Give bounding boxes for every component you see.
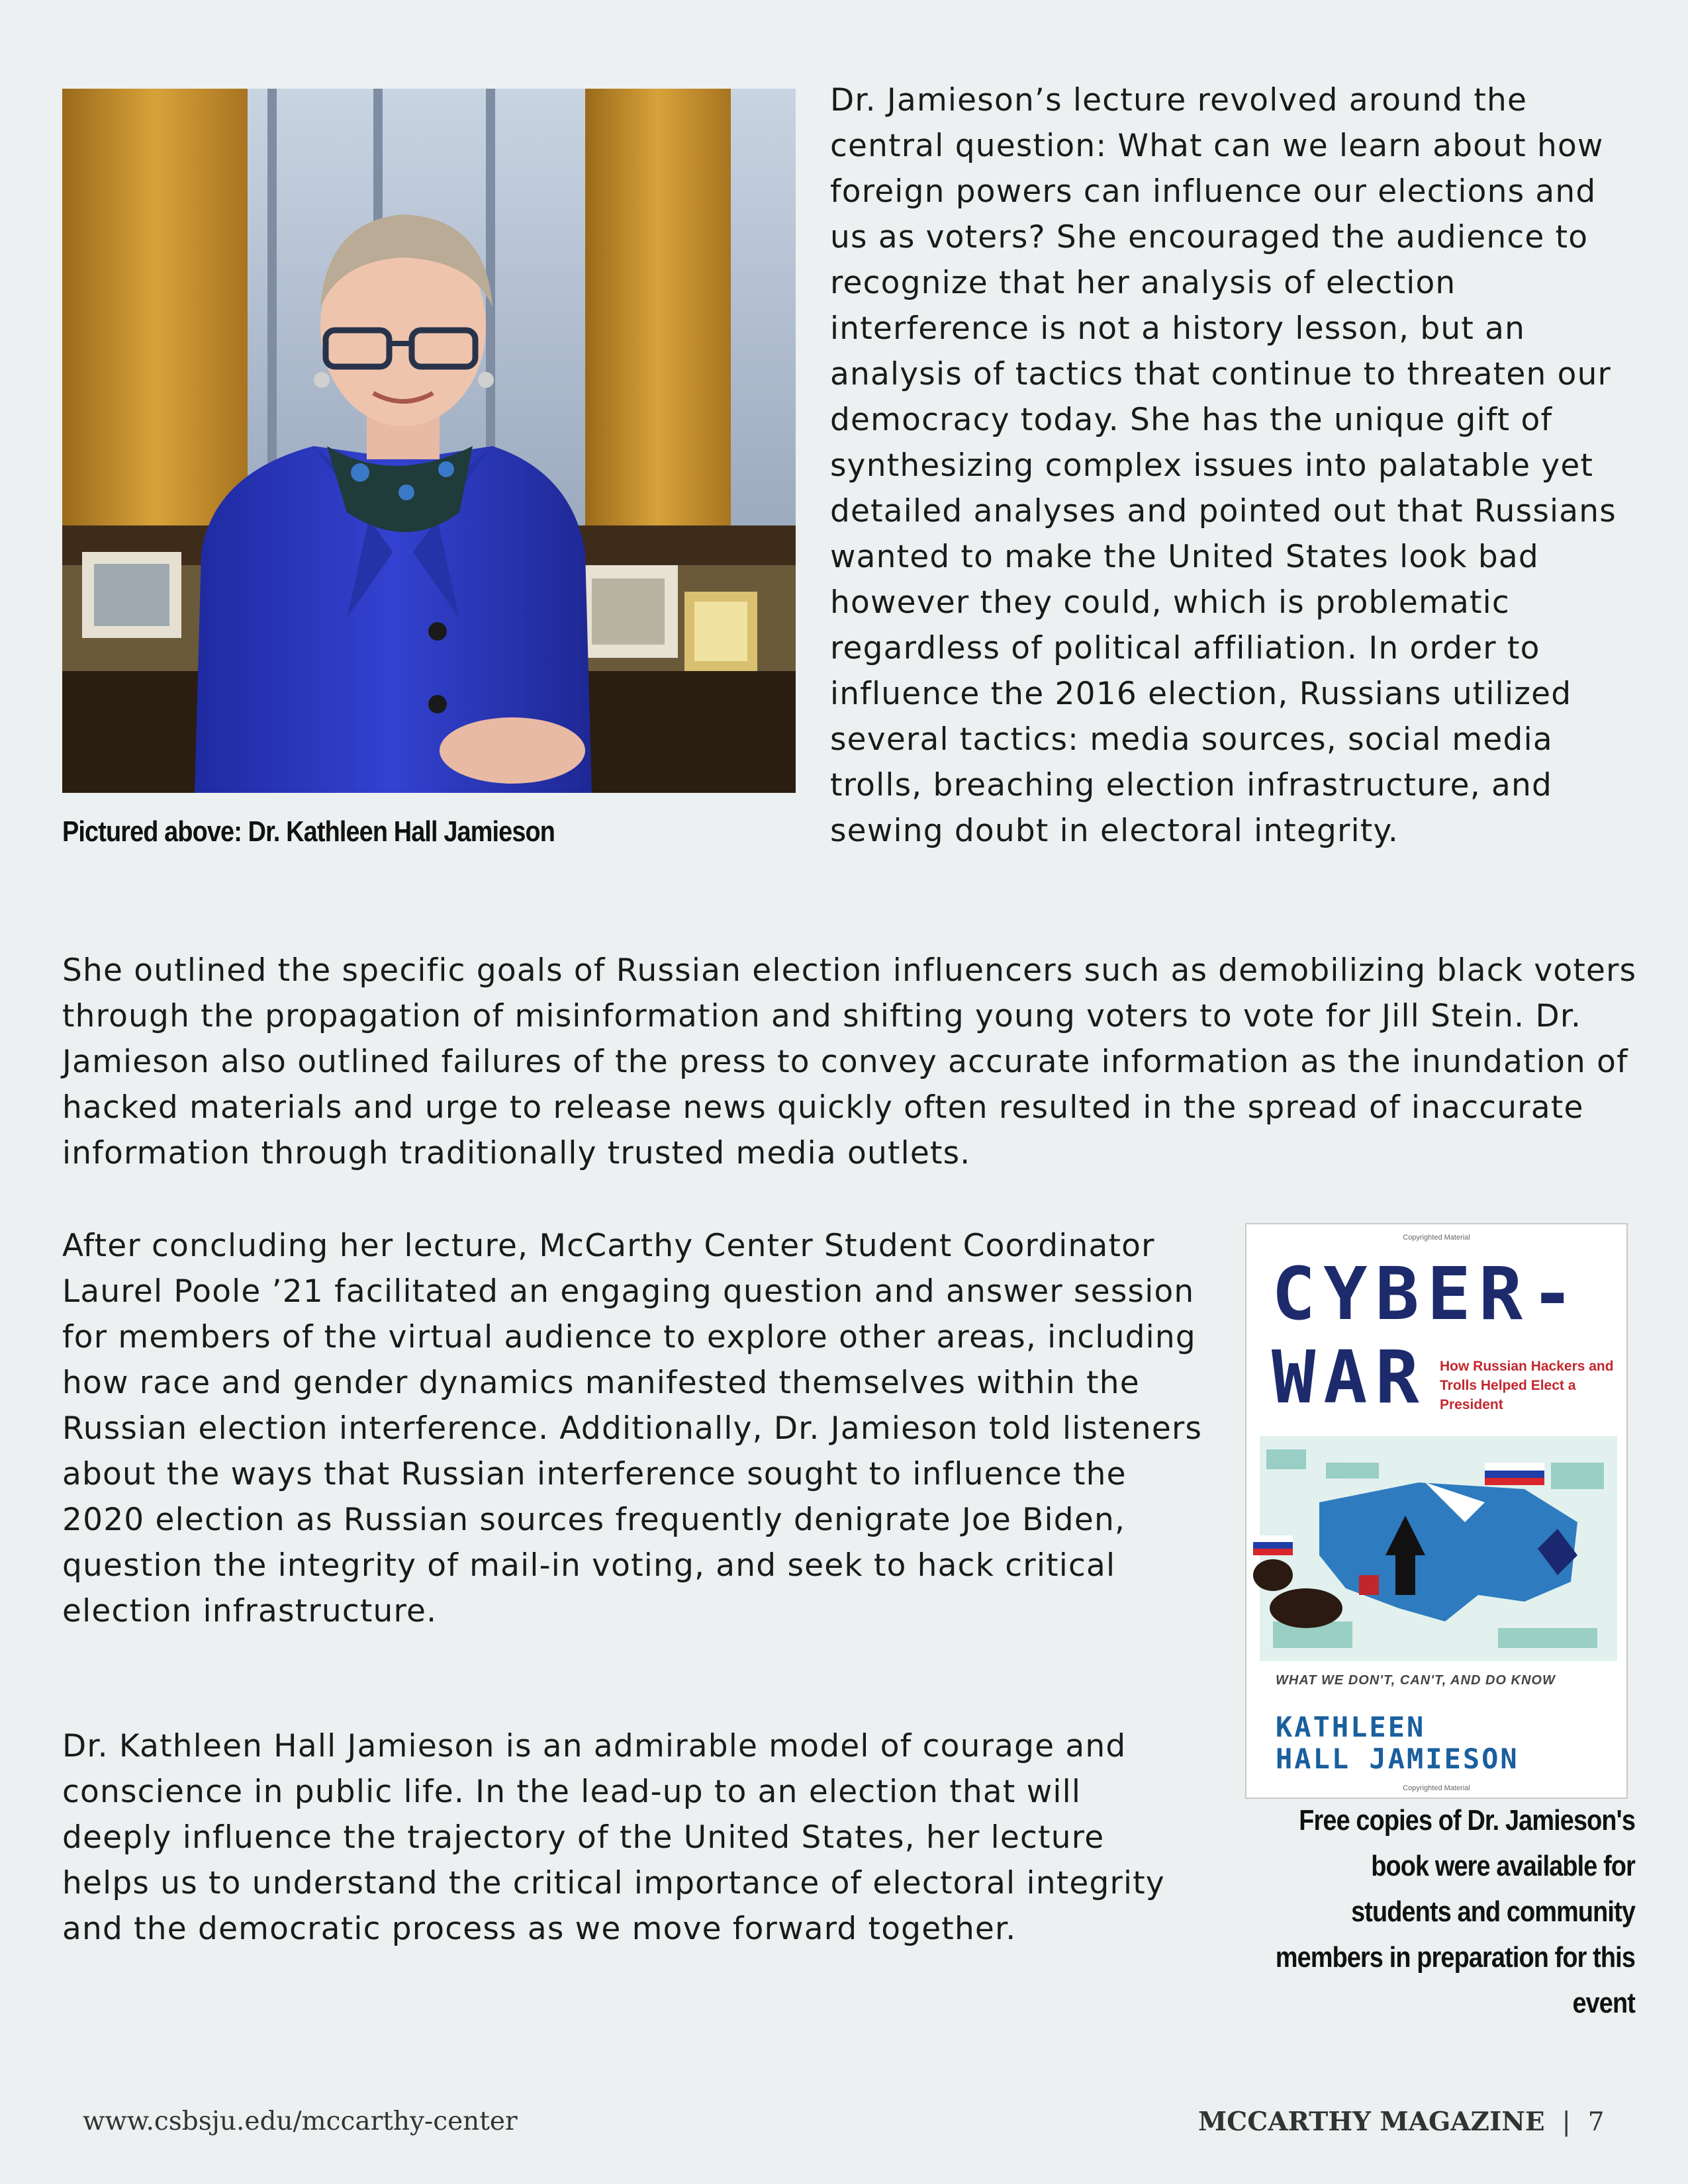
paragraph-4: Dr. Kathleen Hall Jamieson is an admirable model of courage and conscience in public life. In the lead-up to an election that will deeply influence the trajectory of the United States, her lecture helps us to understand the critical importance of electoral integrity and the democratic process as we move forward together. [62, 1728, 1165, 1947]
footer-magazine-name: MCCARTHY MAGAZINE [1198, 2107, 1545, 2137]
photo-caption: Pictured above: Dr. Kathleen Hall Jamieson [62, 815, 555, 848]
book-tagline: WHAT WE DON'T, CAN'T, AND DO KNOW [1276, 1673, 1556, 1688]
book-title-line1: CYBER- [1272, 1251, 1583, 1336]
book-author-line1: KATHLEEN [1276, 1711, 1426, 1743]
footer-separator: | [1562, 2107, 1571, 2137]
book-author [1276, 1711, 1519, 1775]
jamieson-photo [62, 89, 796, 793]
paragraph-1: Dr. Jamieson’s lecture revolved around the central question: What can we learn about how foreign powers can influence our elections and us as voters? She encouraged the audience to recognize that her analysis of election interference is not a history lesson, but an analysis of tactics that continue to threaten our democracy today. She has the unique gift of synthesizing complex issues into palatable yet detailed analyses and pointed out that Russians wanted to make the United States look bad however they could, which is problematic regardless of political affiliation. In order to influence the 2016 election, Russians utilized several tactics: media sources, social media trolls, breaching election infrastructure, and sewing doubt in electoral integrity. [830, 82, 1617, 849]
paragraph-3: After concluding her lecture, McCarthy Center Student Coordinator Laurel Poole ’21 facilitated an engaging question and answer session for members of the virtual audience to explore other areas, including how race and gender dynamics manifested themselves within the Russian election interference. Additionally, Dr. Jamieson told listeners about the ways that Russian interference sought to influence the 2020 election as Russian sources frequently denigrate Joe Biden, question the integrity of mail-in voting, and seek to hack critical election infrastructure. [62, 1228, 1203, 1629]
book-map-artwork [1246, 1423, 1626, 1688]
book-copyright-top: Copyrighted Material [1403, 1234, 1470, 1242]
cyberwar-book-cover [1245, 1223, 1628, 1799]
footer-url: www.csbsju.edu/mccarthy-center [83, 2107, 518, 2136]
book-author-line2: HALL JAMIESON [1276, 1743, 1519, 1775]
book-title-line2: WAR [1272, 1335, 1427, 1420]
book-subtitle: How Russian Hackers and Trolls Helped Elect a President [1440, 1359, 1614, 1412]
book-caption: Free copies of Dr. Jamieson's book were available for students and community members in preparation for this event [1275, 1804, 1635, 2019]
book-copyright-bottom: Copyrighted Material [1403, 1784, 1470, 1792]
paragraph-2: She outlined the specific goals of Russian election influencers such as demobilizing black voters through the propagation of misinformation and shifting young voters to vote for Jill Stein. Dr. Jamieson also outlined failures of the press to convey accurate information as the inundation of hacked materials and urge to release news quickly often resulted in the spread of inaccurate information through traditionally trusted media outlets. [62, 952, 1637, 1171]
footer-masthead [1198, 2107, 1605, 2137]
footer-page-number: 7 [1587, 2107, 1605, 2137]
jamieson-portrait-image [62, 89, 796, 793]
